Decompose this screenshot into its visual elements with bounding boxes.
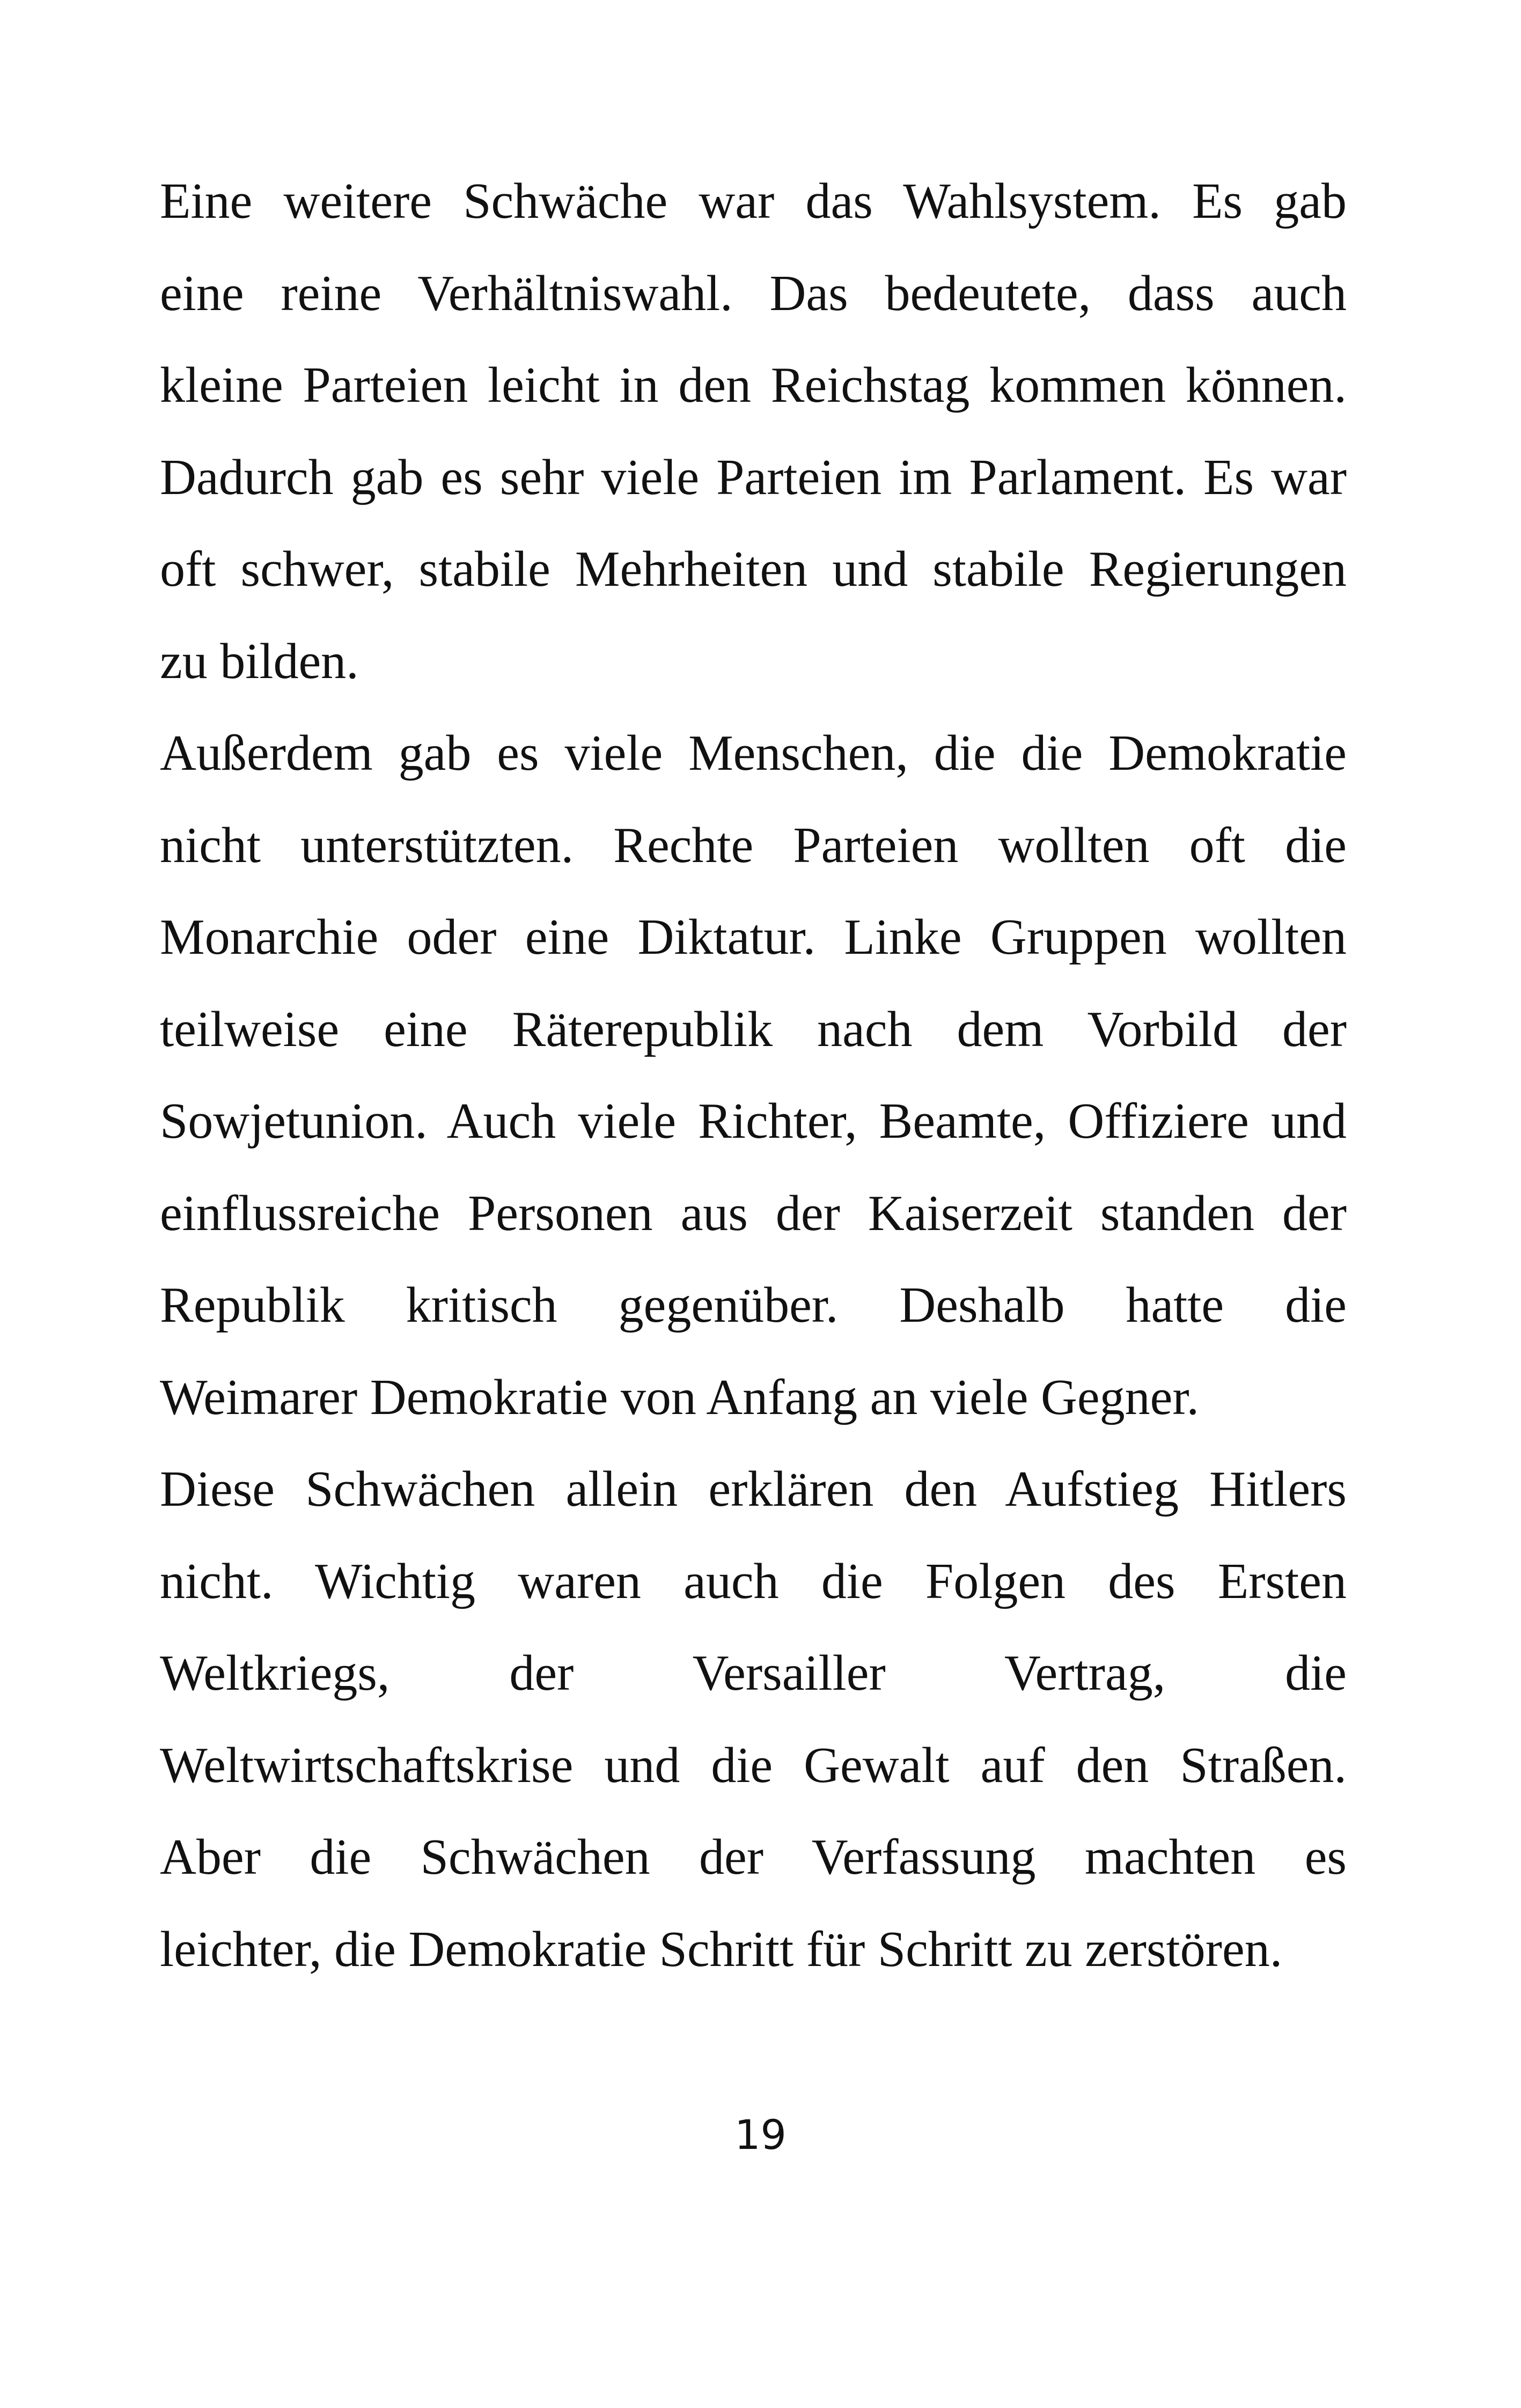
paragraph-electoral-system <box>160 156 1347 708</box>
paragraph-opponents <box>160 708 1347 1444</box>
text-line: zu bilden. <box>160 633 359 689</box>
text-line: nicht unterstützten. Rechte Parteien wollten oft die <box>160 817 1347 873</box>
text-line: Weltwirtschaftskrise und die Gewalt auf den Straßen. <box>160 1737 1347 1793</box>
text-line: Weltkriegs, der Versailler Vertrag, die <box>160 1645 1347 1701</box>
text-line: Sowjetunion. Auch viele Richter, Beamte, Offiziere und <box>160 1093 1347 1149</box>
text-line: Republik kritisch gegenüber. Deshalb hatte die <box>160 1277 1347 1333</box>
text-line: Aber die Schwächen der Verfassung machten es <box>160 1829 1347 1885</box>
paragraph-conclusion <box>160 1444 1347 1995</box>
page-number: 19 <box>734 2111 787 2159</box>
text-line: kleine Parteien leicht in den Reichstag kommen können. <box>160 357 1347 413</box>
text-line: Dadurch gab es sehr viele Parteien im Parlament. Es war <box>160 449 1347 505</box>
text-line: Monarchie oder eine Diktatur. Linke Gruppen wollten <box>160 909 1347 965</box>
text-line: Eine weitere Schwäche war das Wahlsystem. Es gab <box>160 173 1347 229</box>
text-line: Weimarer Demokratie von Anfang an viele Gegner. <box>160 1369 1199 1425</box>
text-line: eine reine Verhältniswahl. Das bedeutete, dass auch <box>160 265 1347 321</box>
body-text <box>160 156 1347 1995</box>
text-line: Diese Schwächen allein erklären den Aufstieg Hitlers <box>160 1461 1347 1517</box>
text-line: oft schwer, stabile Mehrheiten und stabile Regierungen <box>160 541 1347 597</box>
text-line: leichter, die Demokratie Schritt für Schritt zu zerstören. <box>160 1921 1283 1977</box>
text-line: einflussreiche Personen aus der Kaiserzeit standen der <box>160 1185 1347 1241</box>
text-line: teilweise eine Räterepublik nach dem Vorbild der <box>160 1001 1347 1057</box>
text-line: nicht. Wichtig waren auch die Folgen des Ersten <box>160 1553 1347 1609</box>
text-line: Außerdem gab es viele Menschen, die die Demokratie <box>160 725 1347 781</box>
